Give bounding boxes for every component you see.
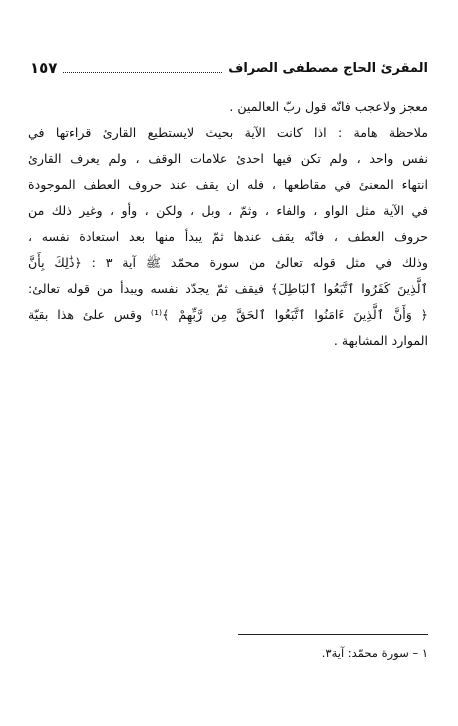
header-title: المقرئ الحاج مصطفى الصراف bbox=[228, 60, 428, 76]
header-leader-dots bbox=[63, 72, 222, 73]
text-line-6: حروف العطف ، فانّه يقف عندها ثمّ يبدأ منها بعد استعادة نفسه ، bbox=[28, 229, 428, 244]
text-line-9: ﴿ وَأَنَّ ٱلَّذِينَ ءَامَنُوا ٱتَّبَعُوا ٱلحَقَّ مِن رَّبِّهِمْ ﴾⁽¹⁾ وقس علئ هذا بقيّة bbox=[28, 307, 428, 322]
text-line-7: وذلك في مثل قوله تعالئ من سورة محمّد ﷺ آية ٣ : ﴿ذَٰلِكَ بِأَنَّ bbox=[28, 255, 428, 270]
body-text bbox=[28, 94, 428, 354]
footnote-divider bbox=[238, 634, 428, 635]
page-number: ١٥٧ bbox=[30, 59, 58, 77]
text-line-4: انتهاء المعنئ في مقاطعها ، فله ان يقف عند حروف العطف الموجودة bbox=[28, 177, 428, 192]
text-line-2: ملاحظة هامة : اذا كانت الآية بحيث لايستطيع القارئ قراءتها في bbox=[28, 125, 428, 140]
text-line-8: ٱلَّذِينَ كَفَرُوا ٱتَّبَعُوا ٱلبَاطِلَ﴾ فيقف ثمّ يجدّد نفسه ويبدأ من قوله تعالئ: bbox=[28, 281, 428, 296]
footnote: ١ – سورة محمّد: آية٣. bbox=[321, 646, 428, 660]
text-line-10: الموارد المشابهة . bbox=[333, 333, 428, 348]
text-line-1: معجز ولاعجب فانّه قول ربّ العالمين . bbox=[229, 99, 428, 114]
text-line-5: في الآية مثل الواو ، والفاء ، وثمّ ، وبل ، ولكن ، وأو ، وغير ذلك من bbox=[28, 203, 428, 218]
running-header bbox=[30, 56, 428, 80]
text-line-3: نفس واحد ، ولم تكن فيها احدئ علامات الوقف ، ولم يعرف القارئ bbox=[28, 151, 428, 166]
